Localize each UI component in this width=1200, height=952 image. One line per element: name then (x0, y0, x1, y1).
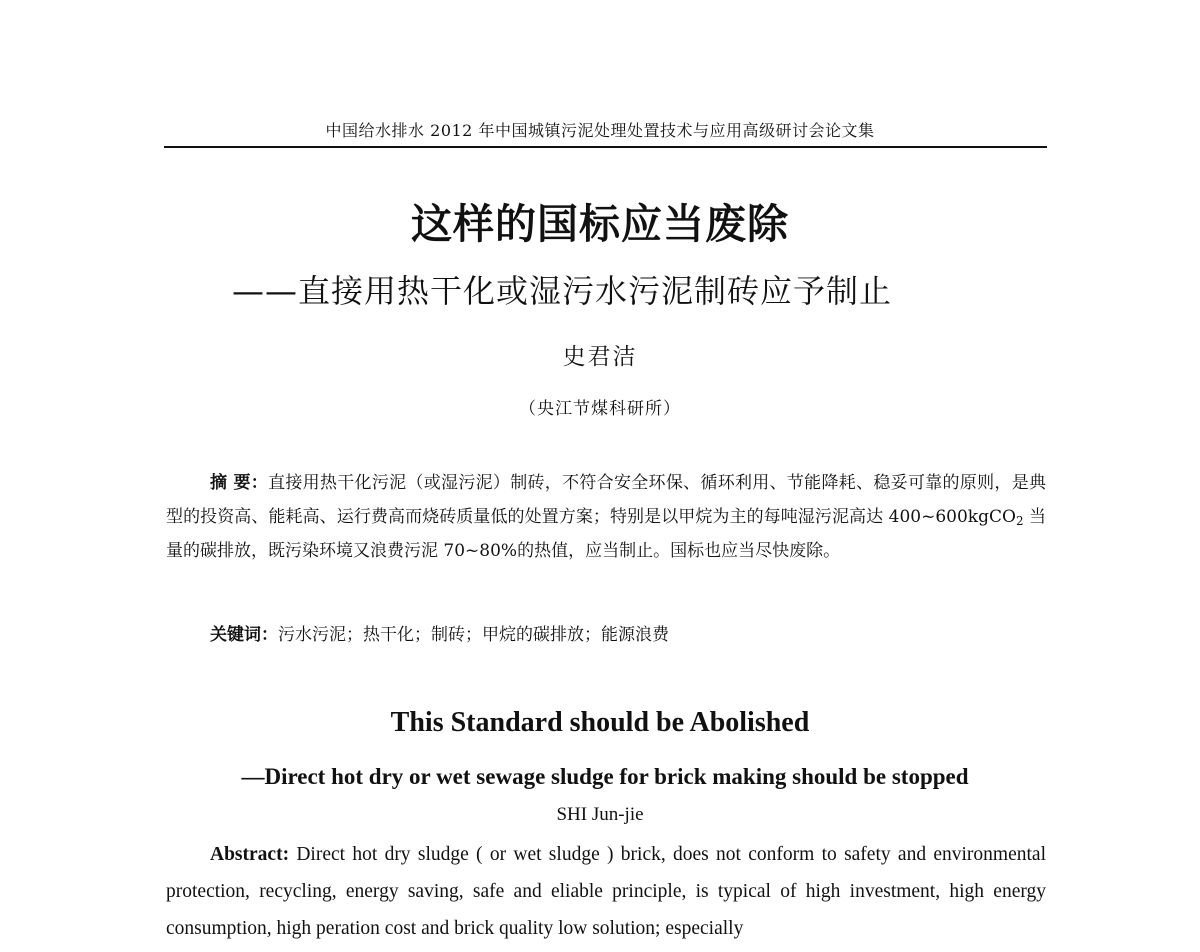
abstract-cn-label: 摘 要： (210, 473, 269, 493)
paper-subtitle-en: —Direct hot dry or wet sewage sludge for brick making should be stopped (241, 764, 969, 789)
author-cn: 史君洁 (562, 344, 638, 370)
paper-title-cn: 这样的国标应当废除 (411, 200, 789, 248)
abstract-en-label: Abstract: (210, 844, 290, 865)
proceedings-header: 中国给水排水 2012 年中国城镇污泥处理处置技术与应用高级研讨会论文集 (325, 121, 875, 140)
abstract-cn-subscript: 2 (1015, 514, 1024, 528)
abstract-en (166, 836, 1046, 947)
abstract-en-text: Direct hot dry sludge ( or wet sludge ) brick, does not conform to safety and environmental protection, recycling, energy saving, safe and eliable principle, is typical of high investment, high energy consumption, high peration cost and brick quality low solution; especially (166, 844, 1046, 939)
paper-subtitle-cn: ——直接用热干化或湿污水污泥制砖应予制止 (232, 272, 893, 310)
header-rule (164, 146, 1047, 148)
abstract-cn-text-1: 直接用热干化污泥（或湿污泥）制砖，不符合安全环保、循环利用、节能降耗、稳妥可靠的原则，是典型的投资高、能耗高、运行费高而烧砖质量低的处置方案；特别是以甲烷为主的每吨湿污泥高达 400~600kgCO (166, 473, 1046, 527)
abstract-cn (166, 466, 1046, 568)
abstract-cn-text-2: 当量的碳排放，既污染环境又浪费污泥 70~80%的热值，应当制止。国标也应当尽快废除。 (166, 507, 1046, 561)
paper-title-en: This Standard should be Abolished (390, 707, 810, 738)
keywords-cn (210, 618, 1046, 652)
affiliation-cn: （央江节煤科研所） (519, 399, 681, 419)
author-en: SHI Jun-jie (556, 804, 644, 825)
keywords-cn-text: 污水污泥；热干化；制砖；甲烷的碳排放；能源浪费 (278, 625, 669, 645)
keywords-cn-label: 关键词： (210, 625, 278, 645)
